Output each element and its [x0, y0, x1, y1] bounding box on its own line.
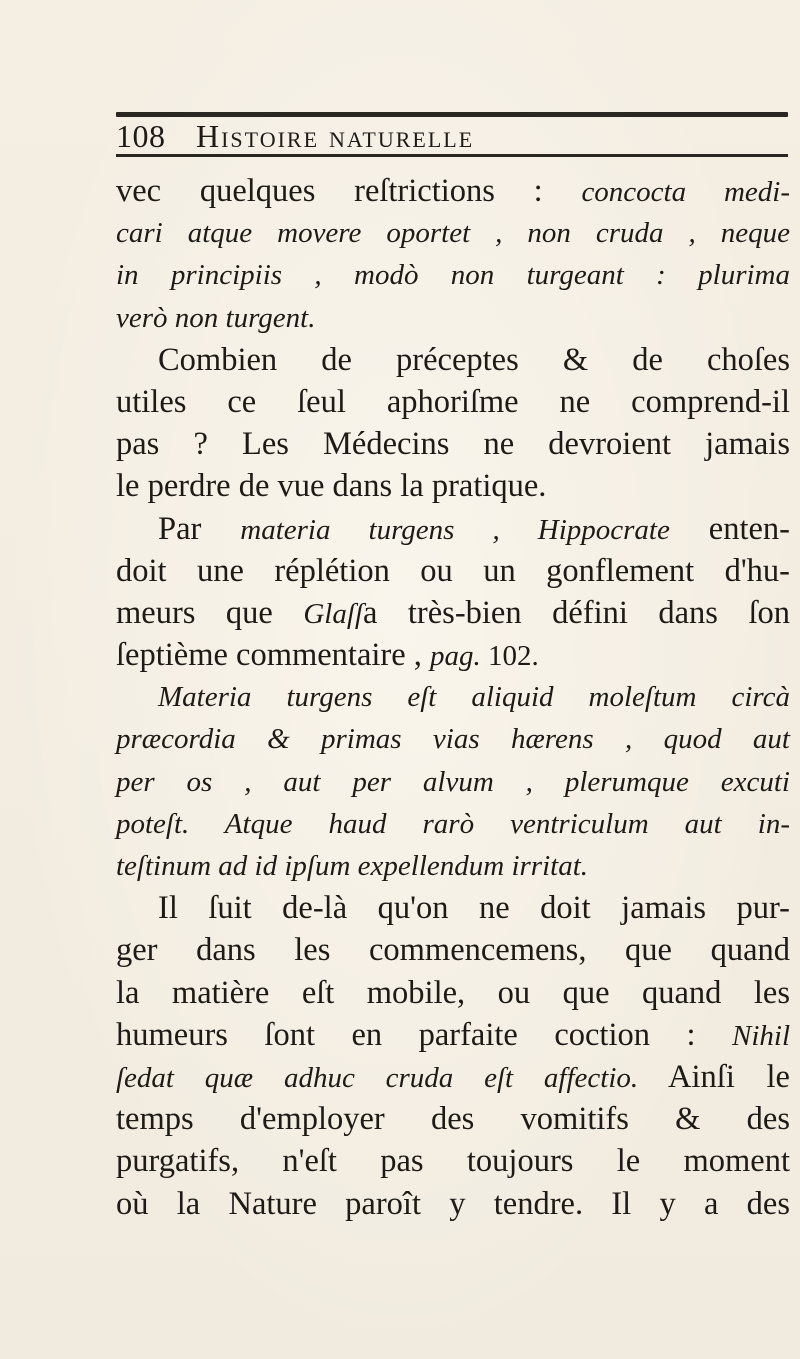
text-line: temps d'employer des vomitifs & des — [116, 1101, 790, 1138]
text-line: Il ſuit de-là qu'on ne doit jamais pur- — [158, 890, 790, 927]
text-line: verò non turgent. — [116, 301, 316, 334]
text-line: ſeptième commentaire , pag. 102. — [116, 637, 539, 674]
body-text — [116, 170, 790, 1225]
text-line: utiles ce ſeul aphoriſme ne comprend-il — [116, 383, 790, 420]
text-line: ger dans les commencemens, que quand — [116, 932, 790, 969]
text-line: ſedat quæ adhuc cruda eſt affectio. Ainſi le — [116, 1058, 790, 1095]
page-header — [116, 118, 788, 158]
text-line: Combien de préceptes & de choſes — [158, 341, 790, 378]
text-line: præcordia & primas vias hærens , quod aut — [116, 723, 790, 756]
text-line: doit une réplétion ou un gonflement d'hu- — [116, 552, 790, 589]
text-line: purgatifs, n'eſt pas toujours le moment — [116, 1143, 790, 1180]
text-line: pas ? Les Médecins ne devroient jamais — [116, 426, 790, 463]
page-number: 108 — [116, 118, 166, 154]
text-line: Par materia turgens , Hippocrate enten- — [158, 510, 790, 547]
text-line: in principiis , modò non turgeant : plurima — [116, 259, 790, 292]
text-line: per os , aut per alvum , plerumque excuti — [116, 765, 790, 798]
text-line: meurs que Glaſſa très-bien défini dans ſon — [116, 594, 790, 631]
text-line: poteſt. Atque haud rarò ventriculum aut in- — [116, 807, 790, 840]
text-line: cari atque movere oportet , non cruda , neque — [116, 217, 790, 250]
text-line: vec quelques reſtrictions : concocta medi- — [116, 173, 791, 209]
text-line: la matière eſt mobile, ou que quand les — [116, 974, 790, 1011]
running-title: Histoire naturelle — [196, 118, 475, 154]
header-top-rule — [116, 112, 788, 117]
header-bottom-rule — [116, 154, 788, 157]
text-line: humeurs ſont en parfaite coction : Nihil — [116, 1016, 790, 1053]
text-line: le perdre de vue dans la pratique. — [116, 468, 547, 505]
text-line: où la Nature paroît y tendre. Il y a des — [116, 1185, 790, 1222]
text-line: Materia turgens eſt aliquid moleſtum circà — [158, 681, 790, 714]
text-line: teſtinum ad id ipſum expellendum irritat. — [116, 850, 589, 882]
